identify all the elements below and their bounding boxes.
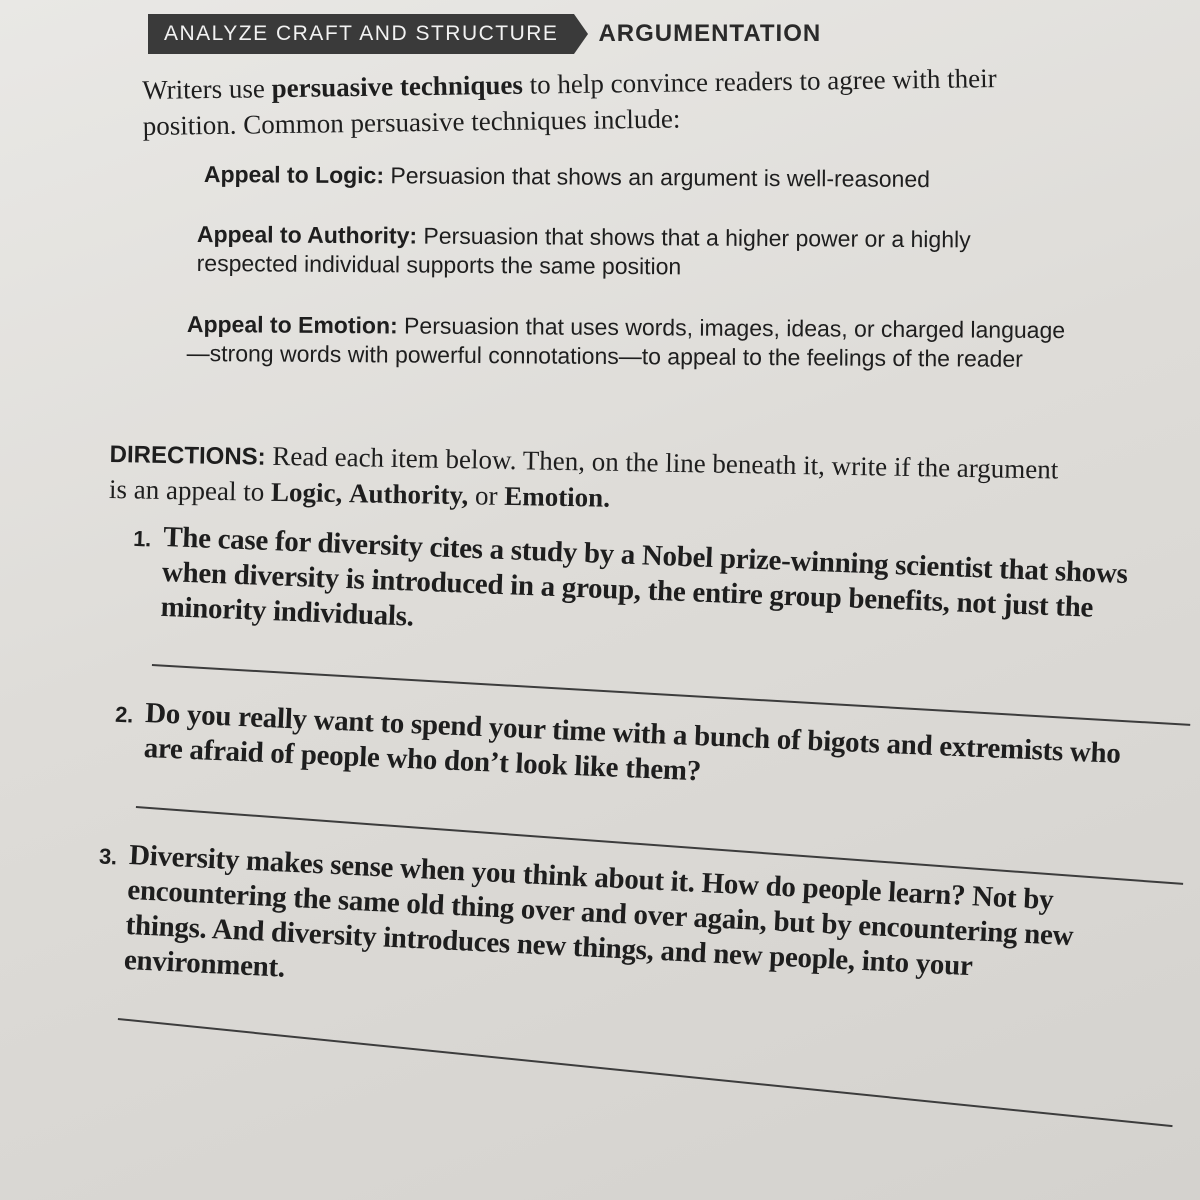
intro-text-before: Writers use: [142, 73, 272, 105]
technique-logic: [204, 160, 1024, 195]
technique-term: Appeal to Authority:: [196, 220, 418, 249]
intro-key-term: persuasive techniques: [271, 69, 524, 104]
item-number: 3.: [98, 843, 118, 870]
directions-or: or: [467, 480, 505, 511]
technique-term: Appeal to Emotion:: [186, 310, 398, 339]
technique-definition: Persuasion that uses words, images, ideas, or charged language—strong words with powerful connotations—to appeal to the feelings of the reader: [186, 312, 1066, 372]
directions: [109, 436, 1070, 523]
item-text: The case for diversity cites a study by a Nobel prize-winning scientist that shows when diversity is introduced in a group, the entire group benefits, not just the minority individuals.: [160, 520, 1129, 633]
directions-text: Read each item below. Then, on the line beneath it, write if the argument is an appeal to: [108, 440, 1059, 507]
option-logic: Logic,: [270, 476, 343, 509]
intro-paragraph: [142, 59, 1083, 144]
directions-label: DIRECTIONS:: [109, 440, 266, 471]
question-item-1: [132, 520, 1163, 663]
technique-definition: Persuasion that shows an argument is well-reasoned: [383, 162, 931, 193]
technique-authority: [197, 220, 1057, 284]
option-emotion: Emotion.: [503, 480, 611, 513]
section-tag: ANALYZE CRAFT AND STRUCTURE: [148, 14, 574, 54]
section-header: [148, 14, 821, 54]
item-number: 1.: [132, 525, 152, 552]
intro-text-after: to help convince readers to agree with their position. Common persuasive techniques include:: [142, 63, 997, 141]
technique-term: Appeal to Logic:: [203, 160, 385, 189]
answer-line-3[interactable]: [118, 1018, 1173, 1127]
item-number: 2.: [114, 701, 134, 728]
technique-definition: Persuasion that shows that a higher power or a highly respected individual supports the same position: [196, 222, 971, 280]
section-topic: ARGUMENTATION: [598, 20, 822, 47]
item-text: Diversity makes sense when you think about it. How do people learn? Not by encountering the same old thing over and over again, but by encountering new things. And diversity introduces new things, and new people, into your environment.: [123, 838, 1074, 984]
option-authority: Authority,: [348, 478, 469, 511]
technique-emotion: [187, 310, 1067, 374]
item-text: Do you really want to spend your time with a bunch of bigots and extremists who are afraid of people who don’t look like them?: [143, 696, 1122, 788]
